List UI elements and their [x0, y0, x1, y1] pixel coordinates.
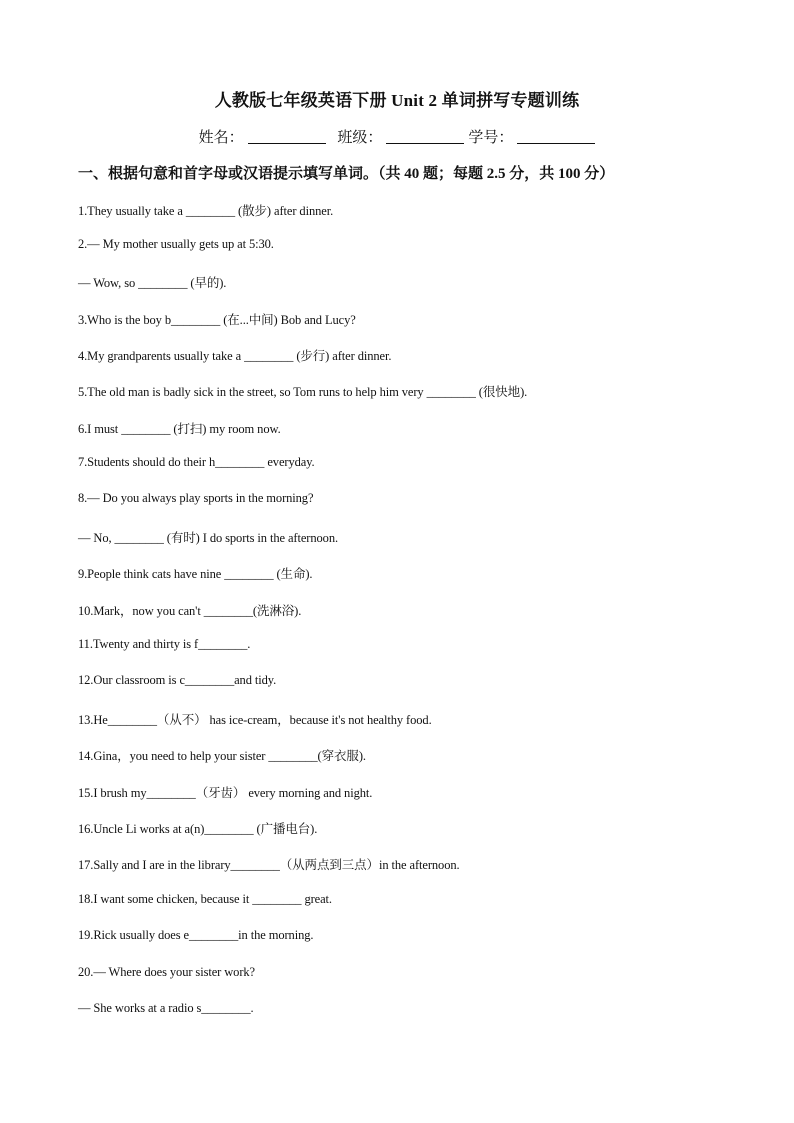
question-line: 10.Mark，now you can't ________(洗淋浴).: [78, 604, 302, 618]
number-label: 学号：: [468, 130, 514, 146]
question-line: — Wow, so ________ (早的).: [78, 276, 227, 290]
question-line: 19.Rick usually does e________in the morning.: [78, 928, 314, 942]
question-line: 17.Sally and I are in the library________（从两点到三点）in the afternoon.: [78, 858, 460, 872]
section-heading: 一、根据句意和首字母或汉语提示填写单词。（共 40 题；每题 2.5 分，共 100 分）: [78, 166, 615, 182]
question-line: — No, ________ (有时) I do sports in the afternoon.: [78, 531, 338, 545]
question-line: 12.Our classroom is c________and tidy.: [78, 673, 277, 687]
question-line: 11.Twenty and thirty is f________.: [78, 637, 251, 651]
question-line: 18.I want some chicken, because it ________ great.: [78, 892, 332, 906]
name-label: 姓名：: [198, 130, 244, 146]
student-info-line: [0, 126, 794, 147]
question-line: — She works at a radio s________.: [78, 1001, 254, 1015]
question-line: 1.They usually take a ________ (散步) after dinner.: [78, 204, 334, 218]
question-line: 5.The old man is badly sick in the street, so Tom runs to help him very ________ (很快地).: [78, 385, 528, 399]
number-blank[interactable]: [517, 129, 595, 144]
question-line: 3.Who is the boy b________ (在...中间) Bob and Lucy?: [78, 313, 356, 327]
question-line: 4.My grandparents usually take a ________ (步行) after dinner.: [78, 349, 392, 363]
question-line: 20.— Where does your sister work?: [78, 965, 255, 979]
question-line: 2.— My mother usually gets up at 5:30.: [78, 237, 274, 251]
question-line: 7.Students should do their h________ everyday.: [78, 455, 315, 469]
page-title: 人教版七年级英语下册 Unit 2 单词拼写专题训练: [214, 91, 580, 110]
question-line: 8.— Do you always play sports in the morning?: [78, 491, 314, 505]
class-blank[interactable]: [386, 129, 464, 144]
name-blank[interactable]: [248, 129, 326, 144]
question-line: 6.I must ________ (打扫) my room now.: [78, 422, 281, 436]
question-line: 16.Uncle Li works at a(n)________ (广播电台).: [78, 822, 318, 836]
question-line: 14.Gina，you need to help your sister ________(穿衣服).: [78, 749, 366, 763]
question-line: 15.I brush my________（牙齿） every morning and night.: [78, 786, 373, 800]
question-line: 9.People think cats have nine ________ (生命).: [78, 567, 313, 581]
class-label: 班级：: [337, 130, 383, 146]
question-line: 13.He________（从不） has ice-cream，because it's not healthy food.: [78, 713, 432, 727]
